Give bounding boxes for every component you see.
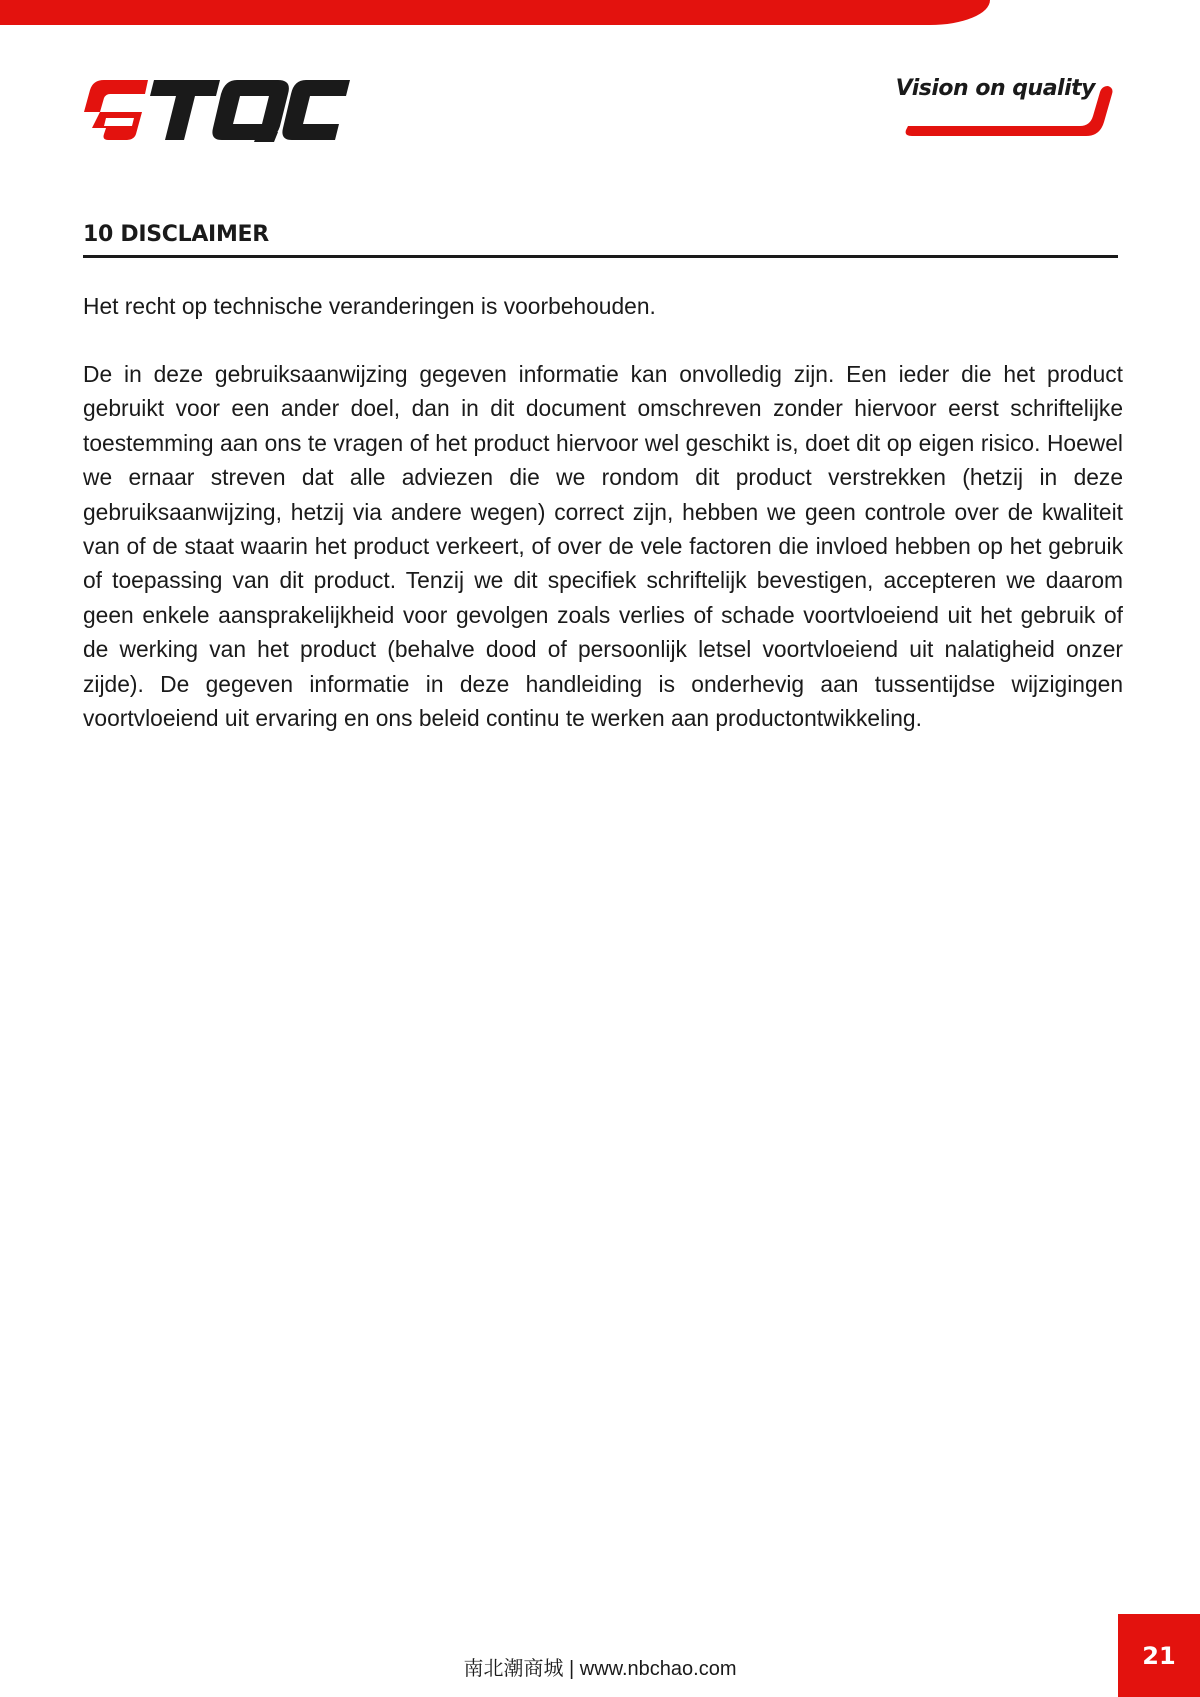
section-title: 10 DISCLAIMER [83, 222, 269, 247]
tagline-block [895, 74, 1115, 140]
footer-text: 南北潮商城 | www.nbchao.com [463, 1658, 737, 1680]
tagline: Vision on quality [895, 76, 1095, 101]
logo-mark-icon [84, 80, 148, 140]
tqc-logo [82, 78, 352, 142]
page-number: 21 [1118, 1614, 1200, 1697]
top-accent-bar [0, 0, 990, 25]
body-paragraph-2: De in deze gebruiksaanwijzing gegeven informatie kan onvolledig zijn. Een ieder die het product gebruikt voor een ander doel, dan in dit document omschreven zonder hiervoor eerst schriftelijke toestemming aan ons te vragen of het product hiervoor wel geschikt is, doet dit op eigen risico. Hoewel we ernaar streven dat alle adviezen die we rondom dit product verstrekken (hetzij in deze gebruiksaanwijzing, hetzij via andere wegen) correct zijn, hebben we geen controle over de kwaliteit van of de staat waarin het product verkeert, of over de vele factoren die invloed hebben op het gebruik of toepassing van dit product. Tenzij we dit specifiek schriftelijk bevestigen, accepteren we daarom geen enkele aansprakelijkheid voor gevolgen zoals verlies of schade voortvloeiend uit het gebruik of de werking van het product (behalve dood of persoonlijk letsel voortvloeiend uit nalatigheid onzer zijde). De gegeven informatie in deze handleiding is onderhevig aan tussentijdse wijzigingen voortvloeiend uit ervaring en ons beleid continu te werken aan productontwikkeling. [83, 361, 1123, 732]
body-paragraph-1: Het recht op technische veranderingen is voorbehouden. [83, 293, 656, 319]
logo-letters-icon [150, 80, 350, 142]
section-divider [83, 255, 1118, 258]
